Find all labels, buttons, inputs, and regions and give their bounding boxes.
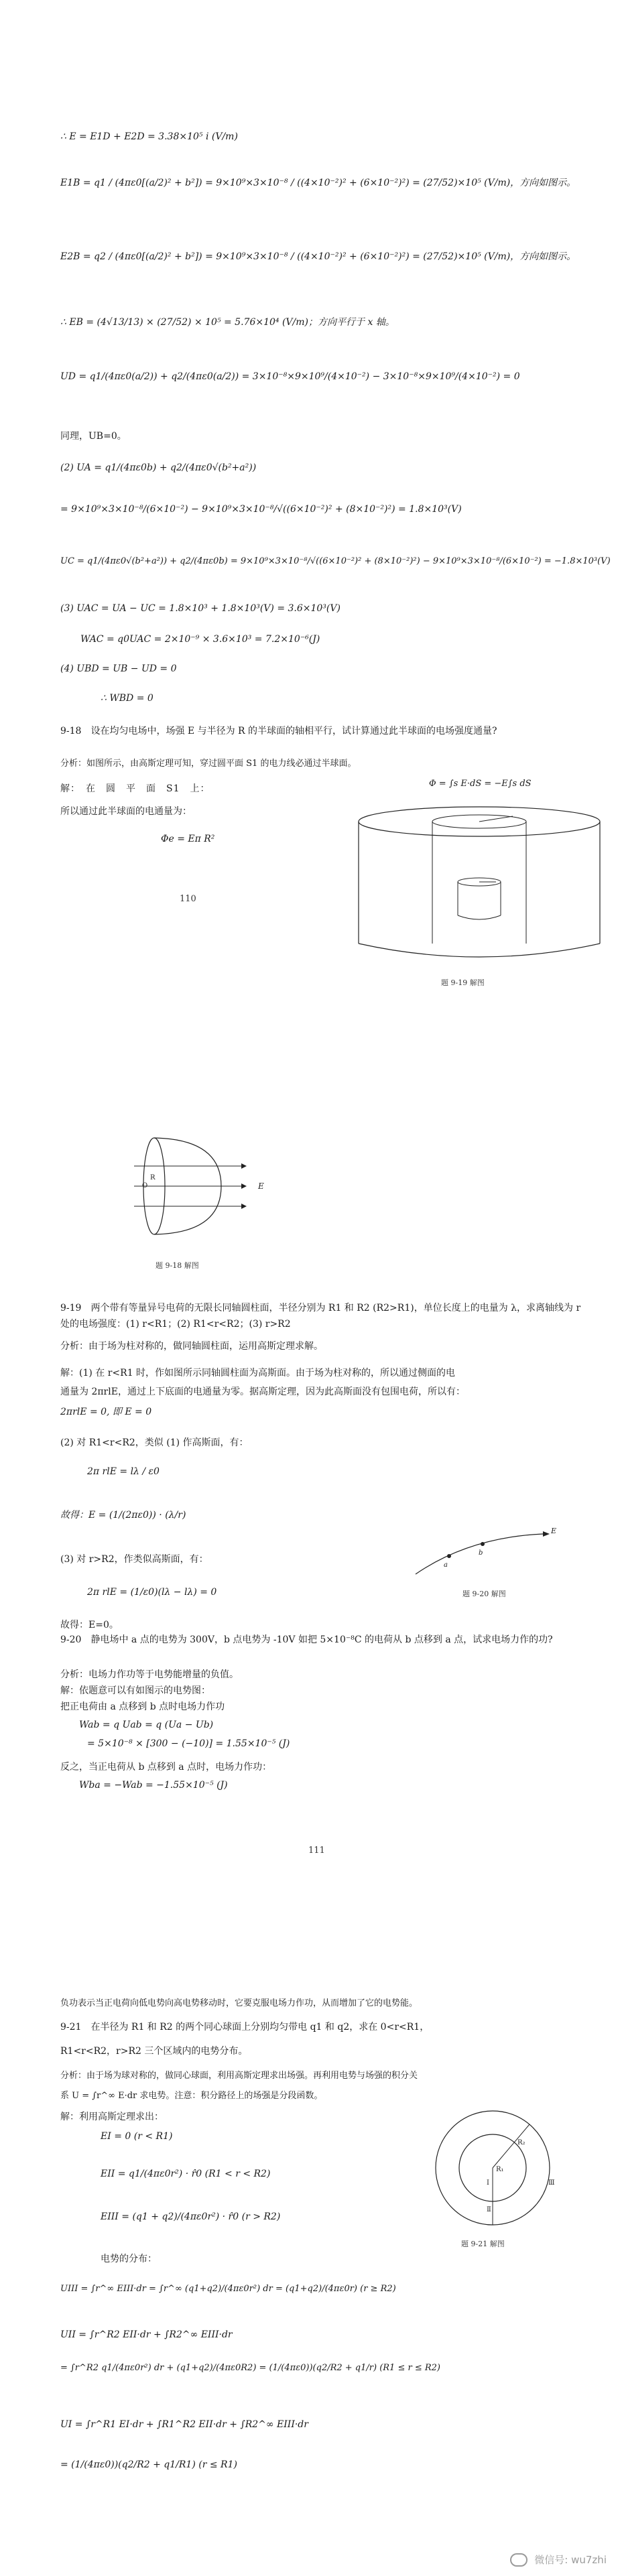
- q918-title: 9-18 设在均匀电场中，场强 E 与半径为 R 的半球面的轴相平行，试计算通过此半球面的电场强度通量?: [60, 726, 497, 736]
- svg-text:E: E: [551, 1527, 556, 1535]
- q919-sol-2b: 2π rlE = lλ / ε0: [87, 1466, 160, 1477]
- q920-sol-1: 解：依题意可以有如图示的电势图：: [60, 1685, 210, 1696]
- svg-text:a: a: [444, 1561, 448, 1569]
- q918-conclusion: 所以通过此半球面的电通量为：: [60, 806, 192, 817]
- figure-9-18: [127, 1126, 275, 1253]
- q919-sol-2a: (2) 对 R1<r<R2，类似 (1) 作高斯面，有：: [60, 1437, 249, 1448]
- q920-analysis: 分析：电场力作功等于电势能增量的负值。: [60, 1669, 239, 1680]
- wechat-icon: [510, 2553, 528, 2567]
- q919-sol-1c: 2πrlE = 0, 即 E = 0: [60, 1407, 152, 1417]
- q919-title: 9-19 两个带有等量异号电荷的无限长同轴圆柱面，半径分别为 R1 和 R2 (R2>R1)，单位长度上的电量为 λ，求离轴线为 r 处的电场强度：(1) r<R1；(2) R1<r<R2；(3) r>R2: [60, 1303, 581, 1330]
- q919-sol-3b: 2π rlE = (1/ε0)(lλ − lλ) = 0: [87, 1587, 217, 1598]
- q918-solution: 解： 在 圆 平 面 S1 上：: [60, 783, 210, 794]
- page-number-111: 111: [308, 1846, 325, 1856]
- eq-e-ii: EII = q1/(4πε0r²) · r̂0 (R1 < r < R2): [101, 2169, 271, 2179]
- q919-sol-2c: 故得：E = (1/(2πε0)) · (λ/r): [60, 1510, 186, 1521]
- q919-sol-1b: 通量为 2πrlE，通过上下底面的电通量为零。据高斯定理，因为此高斯面没有包围电荷，所以有：: [60, 1387, 465, 1397]
- q921-analysis-a: 分析：由于场为球对称的，做同心球面，利用高斯定理求出场强。再利用电势与场强的积分关: [60, 2071, 418, 2081]
- fig919-caption: 题 9-19 解图: [441, 978, 485, 987]
- svg-text:Ⅱ: Ⅱ: [487, 2206, 491, 2213]
- svg-text:E: E: [258, 1181, 264, 1191]
- q919-sol-3c: 故得：E=0。: [60, 1620, 119, 1630]
- eq-u-i-a: UI = ∫r^R1 EI·dr + ∫R1^R2 EII·dr + ∫R2^∞ EIII·dr: [60, 2419, 308, 2430]
- eq-wbd: ∴ WBD = 0: [101, 693, 153, 704]
- fig921-caption: 题 9-21 解图: [461, 2240, 505, 2248]
- q920-sol-6: Wba = −Wab = −1.55×10⁻⁵ (J): [79, 1780, 228, 1791]
- q919-analysis: 分析：由于场为柱对称的，做同轴圆柱面，运用高斯定理求解。: [60, 1341, 323, 1352]
- figure-9-19: [335, 803, 603, 970]
- eq-e-i: EI = 0 (r < R1): [101, 2131, 173, 2142]
- watermark-wechat: [510, 2553, 607, 2567]
- svg-text:Ⅰ: Ⅰ: [487, 2179, 489, 2187]
- eq-e1b: E1B = q1 / (4πε0[(a/2)² + b²]) = 9×10⁹×3×10⁻⁸ / ((4×10⁻²)² + (6×10⁻²)²) = (27/52)×10⁵ (V/m)，方向如图示。: [60, 178, 576, 188]
- eq-ua-value: = 9×10⁹×3×10⁻⁸/(6×10⁻²) − 9×10⁹×3×10⁻⁸/√((6×10⁻²)² + (8×10⁻²)²) = 1.8×10³(V): [60, 504, 462, 515]
- eq-wac: WAC = q0UAC = 2×10⁻⁹ × 3.6×10³ = 7.2×10⁻⁶(J): [80, 634, 320, 645]
- q919-sol-1a: 解：(1) 在 r<R1 时，作如图所示同轴圆柱面为高斯面。由于场为柱对称的，所以通过侧面的电: [60, 1368, 456, 1378]
- q920-sol-5: 反之，当正电荷从 b 点移到 a 点时，电场力作功：: [60, 1762, 272, 1773]
- q918-result: Φe = Eπ R²: [161, 834, 215, 844]
- eq-u-i-b: = (1/(4πε0))(q2/R2 + q1/R1) (r ≤ R1): [60, 2459, 237, 2470]
- eq-ua: (2) UA = q1/(4πε0b) + q2/(4πε0√(b²+a²)): [60, 462, 257, 473]
- potential-title: 电势的分布：: [101, 2254, 157, 2264]
- svg-text:Ⅲ: Ⅲ: [548, 2179, 555, 2187]
- intro-negative-work: 负功表示当正电荷向低电势向高电势移动时，它要克服电场力作功，从而增加了它的电势能。: [60, 1998, 418, 2008]
- q921-title-b: R1<r<R2，r>R2 三个区域内的电势分布。: [60, 2046, 248, 2057]
- text-ub-zero: 同理，UB=0。: [60, 431, 127, 442]
- watermark-text: 微信号: wu7zhi: [534, 2553, 607, 2566]
- eq-e-total-d: ∴ E = E1D + E2D = 3.38×10⁵ i (V/m): [60, 131, 238, 142]
- eq-ubd: (4) UBD = UB − UD = 0: [60, 663, 177, 674]
- svg-text:R₁: R₁: [496, 2166, 504, 2173]
- q921-title-a: 9-21 在半径为 R1 和 R2 的两个同心球面上分别均匀带电 q1 和 q2，求在 0<r<R1，: [60, 2022, 430, 2033]
- eq-e-iii: EIII = (q1 + q2)/(4πε0r²) · r̂0 (r > R2): [101, 2211, 281, 2222]
- eq-e2b: E2B = q2 / (4πε0[(a/2)² + b²]) = 9×10⁹×3×10⁻⁸ / ((4×10⁻²)² + (6×10⁻²)²) = (27/52)×10⁵ (V/m)，方向如图示。: [60, 251, 576, 262]
- q920-sol-4: = 5×10⁻⁸ × [300 − (−10)] = 1.55×10⁻⁵ (J): [87, 1738, 290, 1749]
- eq-u-ii-b: = ∫r^R2 q1/(4πε0r²) dr + (q1+q2)/(4πε0R2) = (1/(4πε0))(q2/R2 + q1/r) (R1 ≤ r ≤ R2): [60, 2363, 440, 2373]
- eq-eb: ∴ EB = (4√13/13) × (27/52) × 10⁵ = 5.76×10⁴ (V/m)；方向平行于 x 轴。: [60, 317, 395, 328]
- eq-uc: UC = q1/(4πε0√(b²+a²)) + q2/(4πε0b) = 9×10⁹×3×10⁻⁸/√((6×10⁻²)² + (8×10⁻²)²) − 9×10⁹×3×10⁻⁸/(6×10⁻²) = −1.8×10³(V): [60, 556, 611, 566]
- q921-sol-1: 解：利用高斯定理求出：: [60, 2112, 164, 2122]
- q920-title: 9-20 静电场中 a 点的电势为 300V，b 点电势为 -10V 如把 5×10⁻⁸C 的电荷从 b 点移到 a 点，试求电场力作的功?: [60, 1634, 553, 1645]
- q919-sol-3a: (3) 对 r>R2，作类似高斯面，有：: [60, 1554, 208, 1565]
- svg-text:R: R: [150, 1174, 156, 1181]
- eq-u-iii: UIII = ∫r^∞ EIII·dr = ∫r^∞ (q1+q2)/(4πε0r²) dr = (q1+q2)/(4πε0r) (r ≥ R2): [60, 2284, 396, 2294]
- q920-sol-2: 把正电荷由 a 点移到 b 点时电场力作功: [60, 1701, 225, 1712]
- page-number-110: 110: [180, 894, 196, 904]
- q921-analysis-b: 系 U = ∫r^∞ E·dr 求电势。注意：积分路径上的场强是分段函数。: [60, 2091, 323, 2101]
- eq-u-ii-a: UII = ∫r^R2 EII·dr + ∫R2^∞ EIII·dr: [60, 2329, 233, 2340]
- svg-text:b: b: [479, 1549, 483, 1557]
- q918-analysis: 分析：如图所示，由高斯定理可知，穿过圆平面 S1 的电力线必通过半球面。: [60, 759, 357, 769]
- svg-text:R₂: R₂: [517, 2139, 525, 2146]
- eq-ud: UD = q1/(4πε0(a/2)) + q2/(4πε0(a/2)) = 3×10⁻⁸×9×10⁹/(4×10⁻²) − 3×10⁻⁸×9×10⁹/(4×10⁻²) = 0: [60, 371, 520, 382]
- q920-sol-3: Wab = q Uab = q (Ua − Ub): [79, 1720, 214, 1730]
- svg-text:O: O: [142, 1182, 148, 1189]
- q918-flux-eq: Φ = ∫s E·dS = −E∫s dS: [429, 779, 532, 789]
- figure-9-20: [409, 1524, 556, 1584]
- fig918-caption: 题 9-18 解图: [156, 1261, 199, 1270]
- fig920-caption: 题 9-20 解图: [462, 1590, 506, 1598]
- figure-9-21: [429, 2104, 556, 2232]
- eq-uac: (3) UAC = UA − UC = 1.8×10³ + 1.8×10³(V) = 3.6×10³(V): [60, 603, 340, 614]
